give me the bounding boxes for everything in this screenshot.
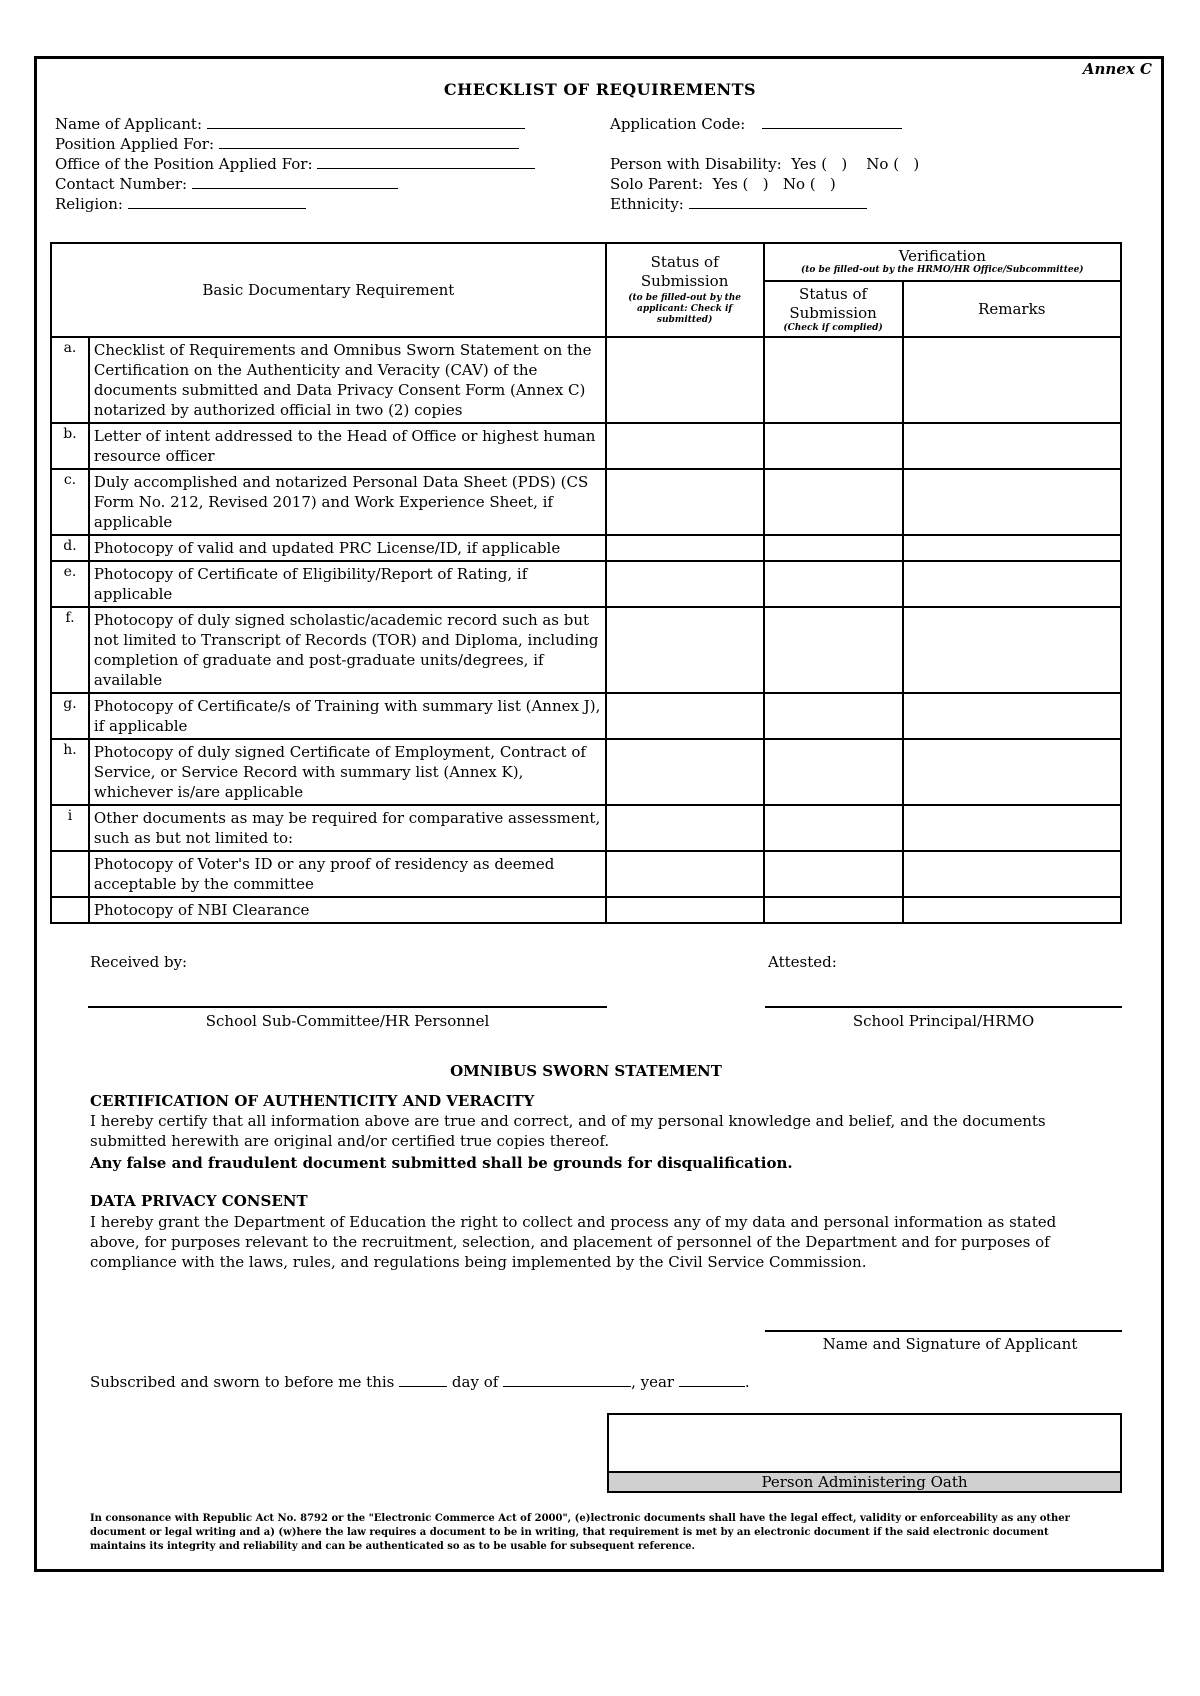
row-letter: h. <box>51 739 89 805</box>
row-status-cell[interactable] <box>606 469 764 535</box>
table-row <box>51 739 1121 805</box>
row-requirement: Other documents as may be required for comparative assessment, such as but not limited to: <box>89 805 606 851</box>
row-verified-cell[interactable] <box>764 897 903 923</box>
ethnicity-label: Ethnicity: <box>610 195 684 213</box>
row-requirement: Photocopy of Certificate of Eligibility/Report of Rating, if applicable <box>89 561 606 607</box>
sworn-text-a: Subscribed and sworn to before me this <box>90 1373 395 1391</box>
name-blank[interactable] <box>207 114 525 129</box>
sworn-year-blank[interactable] <box>679 1372 745 1387</box>
received-signature-line[interactable] <box>88 1006 607 1008</box>
row-verified-cell[interactable] <box>764 337 903 423</box>
oath-signature-box[interactable] <box>607 1413 1122 1493</box>
sworn-statement-line: Subscribed and sworn to before me this day of , year . <box>90 1373 750 1391</box>
row-remarks-cell[interactable] <box>903 805 1122 851</box>
header-status <box>606 243 764 337</box>
header-verification-note: (to be filled-out by the HRMO/HR Office/Subcommittee) <box>800 265 1084 275</box>
religion-blank[interactable] <box>128 194 306 209</box>
header-status-note: (to be filled-out by the applicant: Check if submitted) <box>628 292 742 325</box>
row-letter: d. <box>51 535 89 561</box>
oath-label: Person Administering Oath <box>609 1471 1120 1491</box>
solo-parent-field[interactable]: Solo Parent: Yes ( ) No ( ) <box>610 175 836 193</box>
sworn-text-c: , year <box>631 1373 675 1391</box>
name-field[interactable] <box>55 114 525 134</box>
requirements-table <box>50 242 1122 924</box>
cav-warning: Any false and fraudulent document submitted shall be grounds for disqualification. <box>90 1154 793 1172</box>
cav-title: CERTIFICATION OF AUTHENTICITY AND VERACITY <box>90 1092 535 1110</box>
row-verified-cell[interactable] <box>764 805 903 851</box>
name-label: Name of Applicant: <box>55 115 203 133</box>
row-remarks-cell[interactable] <box>903 607 1122 693</box>
row-remarks-cell[interactable] <box>903 561 1122 607</box>
position-label: Position Applied For: <box>55 135 215 153</box>
row-requirement: Photocopy of duly signed scholastic/academic record such as but not limited to Transcript of Records (TOR) and Diploma, including completion of graduate and post-graduate units/degrees, if available <box>89 607 606 693</box>
header-verification <box>764 243 1121 281</box>
header-requirement: Basic Documentary Requirement <box>51 243 606 337</box>
row-verified-cell[interactable] <box>764 607 903 693</box>
row-remarks-cell[interactable] <box>903 337 1122 423</box>
table-row <box>51 337 1121 423</box>
header-ver-status-note: (Check if complied) <box>783 322 883 333</box>
contact-field[interactable] <box>55 174 398 194</box>
row-status-cell[interactable] <box>606 423 764 469</box>
row-letter: e. <box>51 561 89 607</box>
header-verification-label: Verification <box>898 247 986 265</box>
pwd-field[interactable]: Person with Disability: Yes ( ) No ( ) <box>610 155 920 173</box>
row-status-cell[interactable] <box>606 739 764 805</box>
header-remarks: Remarks <box>903 281 1122 337</box>
row-status-cell[interactable] <box>606 337 764 423</box>
table-row <box>51 851 1121 897</box>
ethnicity-field[interactable] <box>610 194 867 214</box>
row-letter: c. <box>51 469 89 535</box>
row-status-cell[interactable] <box>606 805 764 851</box>
row-requirement: Photocopy of NBI Clearance <box>89 897 606 923</box>
row-requirement: Photocopy of Voter's ID or any proof of residency as deemed acceptable by the committee <box>89 851 606 897</box>
row-verified-cell[interactable] <box>764 851 903 897</box>
header-ver-status <box>764 281 903 337</box>
row-status-cell[interactable] <box>606 535 764 561</box>
received-caption: School Sub-Committee/HR Personnel <box>205 1012 490 1030</box>
row-status-cell[interactable] <box>606 851 764 897</box>
row-requirement: Photocopy of duly signed Certificate of Employment, Contract of Service, or Service Record with summary list (Annex K), whichever is/are applicable <box>89 739 606 805</box>
row-requirement: Checklist of Requirements and Omnibus Sworn Statement on the Certification on the Authenticity and Veracity (CAV) of the documents submitted and Data Privacy Consent Form (Annex C) notarized by authorized official in two (2) copies <box>89 337 606 423</box>
row-letter <box>51 851 89 897</box>
position-blank[interactable] <box>219 134 519 149</box>
row-requirement: Photocopy of valid and updated PRC License/ID, if applicable <box>89 535 606 561</box>
table-row <box>51 561 1121 607</box>
dp-title: DATA PRIVACY CONSENT <box>90 1192 308 1210</box>
table-row <box>51 469 1121 535</box>
received-by-label: Received by: <box>90 953 188 971</box>
position-field[interactable] <box>55 134 519 154</box>
dp-text: I hereby grant the Department of Education the right to collect and process any of my data and personal information as stated above, for purposes relevant to the recruitment, selection, and placement of personnel of the Department and for purposes of compliance with the laws, rules, and regulations being implemented by the Civil Service Commission. <box>90 1213 1057 1271</box>
contact-label: Contact Number: <box>55 175 188 193</box>
row-remarks-cell[interactable] <box>903 851 1122 897</box>
row-requirement: Duly accomplished and notarized Personal Data Sheet (PDS) (CS Form No. 212, Revised 2017) and Work Experience Sheet, if applicable <box>89 469 606 535</box>
row-verified-cell[interactable] <box>764 535 903 561</box>
row-letter: a. <box>51 337 89 423</box>
header-status-label: Status of Submission <box>640 252 729 290</box>
row-letter: i <box>51 805 89 851</box>
row-remarks-cell[interactable] <box>903 423 1122 469</box>
applicant-signature-caption: Name and Signature of Applicant <box>822 1335 1078 1353</box>
footnote: In consonance with Republic Act No. 8792 or the "Electronic Commerce Act of 2000", (e)lectronic documents shall have the legal effect, validity or enforceability as any other document or legal writing and a) (w)here the law requires a document to be in writing, that requirement is met by an electronic document if the said electronic document maintains its integrity and reliability and can be authenticated so as to be usable for subsequent reference. <box>90 1513 1070 1552</box>
table-row <box>51 693 1121 739</box>
sworn-month-blank[interactable] <box>503 1372 631 1387</box>
row-remarks-cell[interactable] <box>903 535 1122 561</box>
office-blank[interactable] <box>317 154 535 169</box>
office-field[interactable] <box>55 154 535 174</box>
app-code-blank[interactable] <box>762 114 902 129</box>
sworn-text-b: day of <box>451 1373 499 1391</box>
attested-signature-line[interactable] <box>765 1006 1122 1008</box>
attested-caption: School Principal/HRMO <box>852 1012 1035 1030</box>
row-remarks-cell[interactable] <box>903 897 1122 923</box>
row-letter: g. <box>51 693 89 739</box>
page-title: CHECKLIST OF REQUIREMENTS <box>443 80 757 99</box>
office-label: Office of the Position Applied For: <box>55 155 313 173</box>
table-row <box>51 535 1121 561</box>
row-verified-cell[interactable] <box>764 423 903 469</box>
omnibus-title: OMNIBUS SWORN STATEMENT <box>450 1062 722 1080</box>
row-status-cell[interactable] <box>606 607 764 693</box>
table-row <box>51 607 1121 693</box>
row-status-cell[interactable] <box>606 897 764 923</box>
row-letter: b. <box>51 423 89 469</box>
row-status-cell[interactable] <box>606 561 764 607</box>
annex-label: Annex C <box>1082 60 1152 78</box>
row-remarks-cell[interactable] <box>903 739 1122 805</box>
row-status-cell[interactable] <box>606 693 764 739</box>
religion-field[interactable] <box>55 194 306 214</box>
row-verified-cell[interactable] <box>764 739 903 805</box>
app-code-field[interactable] <box>610 114 902 134</box>
row-requirement: Photocopy of Certificate/s of Training with summary list (Annex J), if applicable <box>89 693 606 739</box>
table-row <box>51 897 1121 923</box>
cav-text: I hereby certify that all information above are true and correct, and of my personal knowledge and belief, and the documents submitted herewith are original and/or certified true copies thereof. <box>90 1112 1046 1150</box>
row-remarks-cell[interactable] <box>903 469 1122 535</box>
row-requirement: Letter of intent addressed to the Head of Office or highest human resource officer <box>89 423 606 469</box>
row-letter <box>51 897 89 923</box>
app-code-label: Application Code: <box>610 115 746 133</box>
header-ver-status-label: Status of Submission <box>789 284 877 322</box>
religion-label: Religion: <box>55 195 123 213</box>
row-remarks-cell[interactable] <box>903 693 1122 739</box>
ethnicity-blank[interactable] <box>689 194 867 209</box>
table-row <box>51 423 1121 469</box>
contact-blank[interactable] <box>192 174 398 189</box>
row-verified-cell[interactable] <box>764 561 903 607</box>
table-row <box>51 805 1121 851</box>
row-letter: f. <box>51 607 89 693</box>
row-verified-cell[interactable] <box>764 693 903 739</box>
applicant-signature-line[interactable] <box>765 1330 1122 1332</box>
attested-label: Attested: <box>768 953 837 971</box>
row-verified-cell[interactable] <box>764 469 903 535</box>
sworn-day-blank[interactable] <box>399 1372 447 1387</box>
